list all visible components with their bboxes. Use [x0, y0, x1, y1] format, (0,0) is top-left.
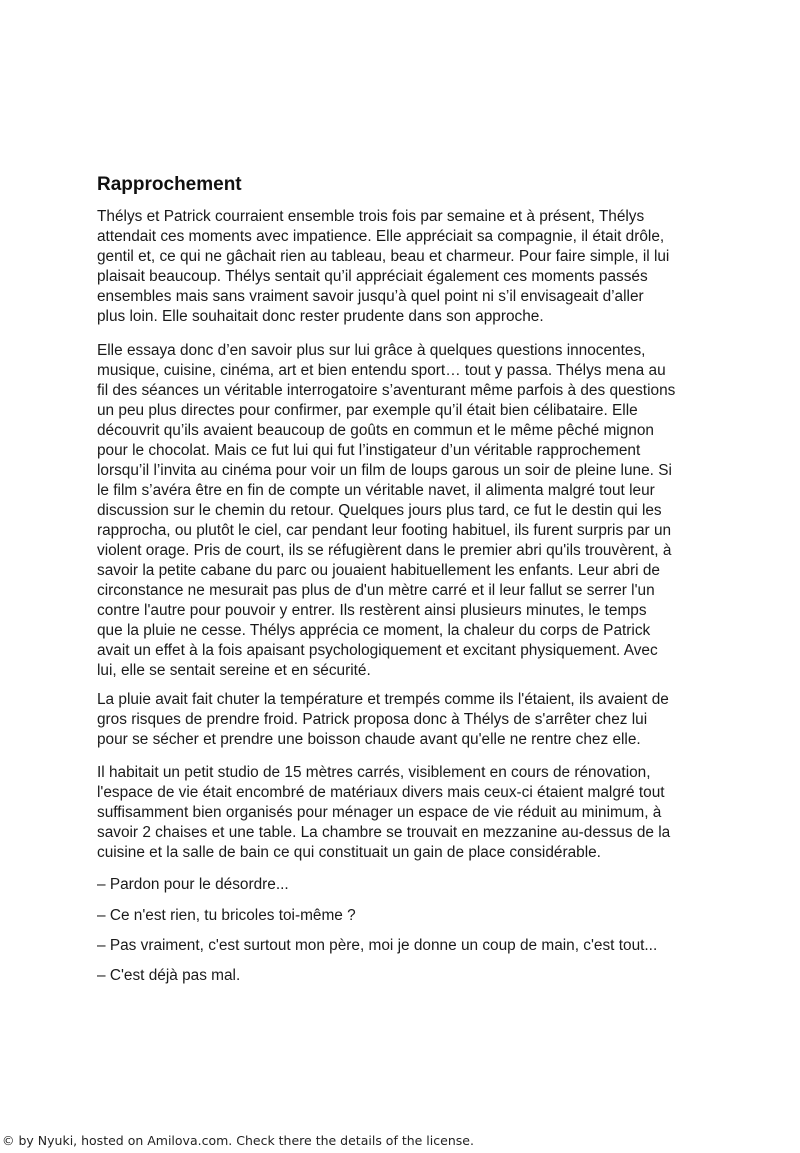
text-line: Thélys et Patrick courraient ensemble trois fois par semaine et à présent, Thélys [97, 208, 645, 225]
text-line: violent orage. Pris de court, ils se réfugièrent dans le premier abri qu'ils trouvèrent, à [97, 542, 672, 559]
text-line: pour le chocolat. Mais ce fut lui qui fut l’instigateur d’un véritable rapprochement [97, 442, 641, 459]
text-line: avait un effet à la fois apaisant psychologiquement et excitant physiquement. Avec [97, 642, 658, 659]
chapter-title: Rapprochement [97, 174, 242, 195]
text-line: La pluie avait fait chuter la température et trempés comme ils l'étaient, ils avaient de [97, 691, 669, 708]
text-line: – C'est déjà pas mal. [97, 967, 241, 984]
text-line: savoir la petite cabane du parc ou jouaient habituellement les enfants. Leur abri de [97, 562, 660, 579]
text-line: suffisamment bien organisés pour ménager un espace de vie réduit au minimum, à [97, 804, 662, 821]
text-line: – Pardon pour le désordre... [97, 876, 289, 893]
text-line: ensembles mais sans vraiment savoir jusqu’à quel point ni s’il envisageait d’aller [97, 288, 644, 305]
text-line: plaisait beaucoup. Thélys sentait qu’il appréciait également ces moments passés [97, 268, 648, 285]
text-line: discussion sur le chemin du retour. Quelques jours plus tard, ce fut le destin qui les [97, 502, 662, 519]
text-line: savoir 2 chaises et une table. La chambre se trouvait en mezzanine au-dessus de la [97, 824, 671, 841]
text-line: que la pluie ne cesse. Thélys apprécia ce moment, la chaleur du corps de Patrick [97, 622, 651, 639]
text-line: gentil et, ce qui ne gâchait rien au tableau, beau et charmeur. Pour faire simple, il lui [97, 248, 670, 265]
text-line: attendait ces moments avec impatience. Elle appréciait sa compagnie, il était drôle, [97, 228, 665, 245]
text-line: le film s’avéra être en fin de compte un véritable navet, il alimenta malgré tout leur [97, 482, 655, 499]
dialogue-line-4 [97, 966, 737, 986]
text-line: fil des séances un véritable interrogatoire s’aventurant même parfois à des questions [97, 382, 676, 399]
text-line: rapprocha, ou plutôt le ciel, car pendant leur footing habituel, ils furent surpris par un [97, 522, 672, 539]
dialogue-line-1 [97, 875, 737, 895]
text-line: pour se sécher et prendre une boisson chaude avant qu'elle ne rentre chez elle. [97, 731, 641, 748]
dialogue-line-2 [97, 906, 737, 926]
text-line: circonstance ne mesurait pas plus de d'un mètre carré et il leur fallut se serrer l'un [97, 582, 655, 599]
paragraph-1 [97, 207, 737, 327]
license-footer: © by Nyuki, hosted on Amilova.com. Check there the details of the license. [2, 1133, 474, 1148]
text-line: Elle essaya donc d’en savoir plus sur lui grâce à quelques questions innocentes, [97, 342, 646, 359]
text-line: lorsqu’il l’invita au cinéma pour voir un film de loups garous un soir de pleine lune. Si [97, 462, 672, 479]
text-line: découvrit qu’ils avaient beaucoup de goûts en commun et le même pêché mignon [97, 422, 654, 439]
text-line: plus loin. Elle souhaitait donc rester prudente dans son approche. [97, 308, 544, 325]
text-line: l'espace de vie était encombré de matériaux divers mais ceux-ci étaient malgré tout [97, 784, 665, 801]
text-line: musique, cuisine, cinéma, art et bien entendu sport… tout y passa. Thélys mena au [97, 362, 666, 379]
text-line: contre l'autre pour pouvoir y entrer. Ils restèrent ainsi plusieurs minutes, le temps [97, 602, 647, 619]
dialogue-line-3 [97, 936, 737, 956]
text-line: gros risques de prendre froid. Patrick proposa donc à Thélys de s'arrêter chez lui [97, 711, 648, 728]
text-line: lui, elle se sentait sereine et en sécurité. [97, 662, 371, 679]
paragraph-4 [97, 763, 737, 863]
text-line: Il habitait un petit studio de 15 mètres carrés, visiblement en cours de rénovation, [97, 764, 651, 781]
text-line: – Pas vraiment, c'est surtout mon père, moi je donne un coup de main, c'est tout... [97, 937, 658, 954]
text-line: cuisine et la salle de bain ce qui constituait un gain de place considérable. [97, 844, 601, 861]
text-line: un peu plus directes pour confirmer, par exemple qu’il était bien célibataire. Elle [97, 402, 638, 419]
paragraph-2 [97, 341, 737, 681]
paragraph-3 [97, 690, 737, 750]
text-line: – Ce n'est rien, tu bricoles toi-même ? [97, 907, 356, 924]
